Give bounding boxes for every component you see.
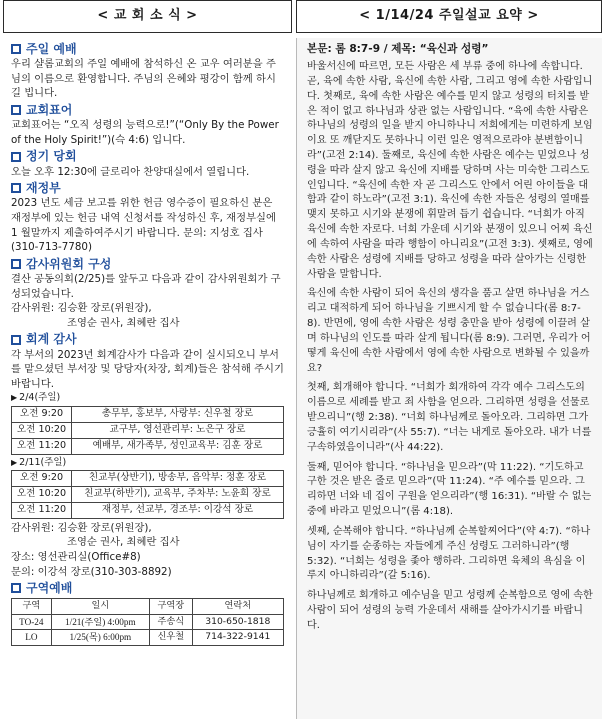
section-audit-title: 회계 감사 [11, 331, 284, 347]
square-bullet-icon [11, 44, 21, 54]
audit-committee-members: 감사위원: 김승환 장로(위원장), [11, 302, 152, 315]
table-row: 오전 10:20 친교부(하반기), 교육부, 주차부: 노윤희 장로 [12, 486, 284, 502]
audit-committee-members-cont: 조영순 권사, 최혜란 집사 [67, 316, 180, 329]
section-meeting-title: 정기 당회 [11, 148, 284, 164]
square-bullet-icon [11, 105, 21, 115]
audit-contact: 문의: 이강석 장로(310-303-8892) [11, 565, 172, 578]
section-motto-title: 교회표어 [11, 102, 284, 118]
table-header-row: 구역 일시 구역장 연락처 [12, 599, 284, 614]
table-row: TO-24 1/21(주일) 4:00pm 주송식 310-650-1818 [12, 614, 284, 629]
sermon-paragraph: 셋째, 순복해야 합니다. “하나님께 순복할찌어다”(약 4:7). “하나님이 자기를 순종하는 자들에게 주신 성령도 그러하니라”(행 5:32). “너희는 성령을 좇아 행하라. 그리하면 육체의 욕심을 이루지 아니하리라”(갈 5:16). [307, 525, 591, 582]
triangle-right-icon: ▶ [11, 393, 18, 403]
triangle-right-icon: ▶ [11, 457, 18, 467]
section-finance-title: 재정부 [11, 180, 284, 196]
church-news-column [3, 38, 292, 719]
sermon-paragraph: 바울서신에 따르면, 모든 사람은 세 부류 중에 하나에 속합니다. 곧, 육에 속한 사람, 육신에 속한 사람, 그리고 영에 속한 사람입니다. 첫째로, 육에 속한 사람은 예수를 믿지 않고 성령의 터치를 받은 적이 없고 하나님과 상관 없는 사람입니다. “육에 속한 사람은 하나님의 성령의 일을 받지 아니하나니 저희에게는 미련하게 보임이요 또 깨닫지도 못하나니 이런 일은 영적으로라야 분변함이니라”(고전 2:14). 둘째로, 육신에 속한 사람은 예수는 믿었으나 성령을 따라 살지 않고 육신에 지배를 당하며 사는 미숙한 그리스도인입니다. “육신에 속한 자 곧 그리스도 안에서 어린 아이들을 대함과 같이 하노라”(고전 3:1). 육신에 속한 자들은 성령의 열매를 맺지 못하고 시기와 분쟁에 휘말려 듭기 쉽습니다. “너희가 아직 육신에 속한 자로다. 너희 가운데 시기와 분쟁이 있으니 어찌 육신에 속하여 사람을 따라 행함이 아니리요”(고전 3:3). 셋째로, 영에 속한 사람은 성령에 지배를 당하고 성령을 따라 살아가는 신령한 사람을 말합니다. [307, 61, 593, 280]
section-audit-committee-title: 감사위원회 구성 [11, 256, 284, 272]
table-row: 오전 9:20 총무부, 홍보부, 사랑부: 신우철 장로 [12, 406, 284, 422]
sermon-paragraph: 둘째, 믿어야 합니다. “하나님을 믿으라”(막 11:22). “기도하고 구한 것은 받은 줄로 믿으라”(막 11:24). “주 예수를 믿으라. 그리하면 너와 네 집이 구원을 얻으리라”(행 16:31). “바랄 수 없는 중에 바라고 믿었으니”(롬 4:18). [307, 461, 592, 518]
audit-schedule-table-1 [11, 406, 284, 455]
section-district-title: 구역예배 [11, 580, 284, 596]
district-worship-table [11, 598, 284, 645]
sermon-paragraph: 첫째, 회개해야 합니다. “너희가 회개하여 각각 예수 그리스도의 이름으로 세례를 받고 죄 사함을 얻으라. 그리하면 성령을 선물로 받으리니”(행 2:38). “너희 하나님께로 돌아오라. 그리하면 그가 긍휼히 여기시리라”(사 55:7). “너는 내게로 돌아오라. 내가 너를 구속하였음이니라”(사 44:22). [307, 382, 592, 453]
audit-text: 각 부서의 2023년 회계감사가 다음과 같이 실시되오니 부서를 맡으셨던 부서장 및 당당자(차장, 회계)들은 참석해 주시기 바랍니다. [11, 348, 284, 390]
table-row: 오전 11:20 예배부, 새가족부, 성인교육부: 김훈 장로 [12, 438, 284, 454]
audit-members-cont: 조영순 권사, 최혜란 집사 [67, 536, 180, 549]
sermon-paragraph: 육신에 속한 사람이 되어 육신의 생각을 품고 살면 하나님을 거스리고 대적하게 되어 하나님을 기쁘시게 할 수 없습니다(롬 8:7-8). 반면에, 영에 속한 사람은 성령 충만을 받아 성령에 이끌려 살며 하나님의 인도를 따라 살게 됩니다(롬 8:9). 그러면, 우리가 어떻게 육신에 속한 사람에서 영에 속한 사람으로 변화될 수 있을까요? [307, 288, 591, 374]
worship-text: 우리 샬롬교회의 주일 예배에 참석하신 온 교우 여러분을 주님의 이름으로 환영합니다. 주님의 은혜와 평강이 함께 하시길 빕니다. [11, 58, 276, 100]
meeting-text: 오늘 오후 12:30에 글로리아 찬양대실에서 열립니다. [11, 165, 250, 178]
audit-place: 장소: 영선관리실(Office#8) [11, 551, 141, 564]
table-row: 오전 10:20 교구부, 영선관리부: 노은구 장로 [12, 422, 284, 438]
sermon-paragraph: 하나님께로 회개하고 예수님을 믿고 성령께 순복함으로 영에 속한 사람이 되어 성령의 능력 가운데서 새해를 살아가시기를 바랍니다. [307, 590, 593, 631]
table-row: LO 1/25(목) 6:00pm 신우철 714-322-9141 [12, 630, 284, 645]
table-row: 오전 11:20 재정부, 선교부, 경조부: 이강석 장로 [12, 502, 284, 518]
square-bullet-icon [11, 152, 21, 162]
square-bullet-icon [11, 583, 21, 593]
audit-date-1: ▶ 2/4(주일) [11, 392, 61, 404]
sermon-summary-column [296, 38, 602, 719]
square-bullet-icon [11, 259, 21, 269]
square-bullet-icon [11, 335, 21, 345]
table-row: 오전 9:20 친교부(상반기), 방송부, 음악부: 정훈 장로 [12, 470, 284, 486]
audit-date-2: ▶ 2/11(주일) [11, 456, 67, 468]
sermon-summary-header: < 1/14/24 주일설교 요약 > [296, 0, 602, 33]
audit-schedule-table-2 [11, 470, 284, 519]
church-news-header: < 교 회 소 식 > [3, 0, 292, 33]
audit-committee-text: 결산 공동의회(2/25)를 앞두고 다음과 같이 감사위원회가 구성되었습니다. [11, 273, 281, 300]
square-bullet-icon [11, 183, 21, 193]
section-worship-title: 주일 예배 [11, 41, 284, 57]
finance-text: 2023 년도 세금 보고를 위한 헌금 영수증이 필요하신 분은 재정부에 있는 헌금 내역 신청서를 작성하신 후, 재정부실에 1 월말까지 제출하여주시기 바랍니다. 문의: 지성호 집사(310-713-7780) [11, 197, 276, 254]
motto-text: 교회표어는 “오직 성령의 능력으로!”(“Only By the Power of the Holy Spirit!”)(슥 4:6) 입니다. [11, 119, 279, 146]
audit-members: 감사위원: 김승환 장로(위원장), [11, 521, 152, 534]
sermon-title: 본문: 롬 8:7-9 / 제목: “육신과 성령” [307, 43, 489, 55]
